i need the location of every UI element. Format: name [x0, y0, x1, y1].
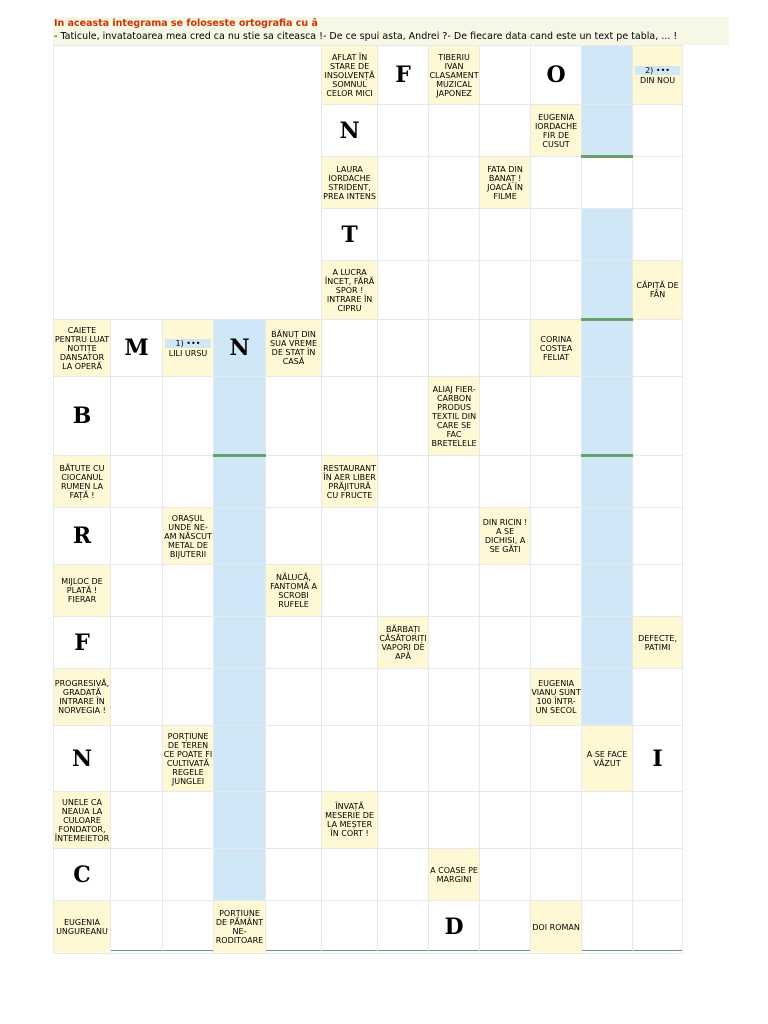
answer-cell[interactable] — [531, 261, 582, 320]
answer-cell[interactable] — [633, 849, 683, 901]
answer-cell[interactable] — [322, 508, 378, 565]
clue-cell: RESTAURANT ÎN AER LIBER PRĂJITURĂ CU FRUCTE — [322, 456, 378, 508]
clue-cell: DOI ROMAN — [531, 901, 582, 954]
answer-cell[interactable] — [163, 377, 214, 456]
clue-number: 2) ••• — [635, 66, 680, 75]
clue-cell: ÎNVAȚĂ MESERIE DE LA MEȘTER ÎN CORT ! — [322, 792, 378, 849]
answer-cell[interactable] — [378, 209, 429, 261]
answer-cell[interactable] — [633, 320, 683, 377]
answer-cell[interactable] — [429, 617, 480, 669]
answer-cell[interactable] — [480, 726, 531, 792]
answer-cell[interactable] — [163, 669, 214, 726]
clue-cell: BĂTUTE CU CIOCANUL RUMEN LA FAȚĂ ! — [54, 456, 111, 508]
answer-cell[interactable] — [480, 565, 531, 617]
answer-cell[interactable] — [582, 849, 633, 901]
clue-cell: DEFECTE, PATIMI — [633, 617, 683, 669]
answer-cell[interactable] — [322, 565, 378, 617]
answer-cell[interactable] — [266, 792, 322, 849]
solution-cell[interactable] — [582, 456, 633, 508]
solution-cell[interactable] — [582, 617, 633, 669]
answer-cell[interactable] — [633, 105, 683, 157]
answer-cell[interactable] — [163, 792, 214, 849]
answer-cell[interactable] — [531, 617, 582, 669]
answer-cell[interactable] — [429, 320, 480, 377]
answer-cell[interactable] — [163, 565, 214, 617]
solution-cell[interactable] — [582, 320, 633, 377]
letter-cell: N — [322, 105, 378, 157]
solution-cell[interactable] — [214, 377, 266, 456]
answer-cell[interactable] — [531, 209, 582, 261]
answer-cell[interactable] — [378, 669, 429, 726]
clue-cell: A SE FACE VĂZUT — [582, 726, 633, 792]
solution-cell[interactable] — [582, 669, 633, 726]
clue-cell: DIN RICIN ! A SE DICHISI, A SE GĂTI — [480, 508, 531, 565]
answer-cell[interactable] — [111, 726, 163, 792]
answer-cell[interactable] — [266, 377, 322, 456]
answer-cell[interactable] — [429, 157, 480, 209]
answer-cell[interactable] — [480, 377, 531, 456]
answer-cell[interactable] — [378, 157, 429, 209]
letter-cell: I — [633, 726, 683, 792]
answer-cell[interactable] — [531, 508, 582, 565]
clue-text: LILI URSU — [168, 348, 208, 358]
answer-cell[interactable] — [322, 901, 378, 954]
answer-cell[interactable] — [480, 617, 531, 669]
blank-area — [54, 46, 322, 320]
answer-cell[interactable] — [582, 901, 633, 954]
clue-cell: FATA DIN BANAȚ ! JOACĂ ÎN FILME — [480, 157, 531, 209]
clue-number: 1) ••• — [165, 339, 211, 348]
answer-cell[interactable] — [322, 726, 378, 792]
answer-cell[interactable] — [429, 209, 480, 261]
answer-cell[interactable] — [378, 105, 429, 157]
clue-cell: PORȚIUNE DE TEREN CE POATE FI CULTIVATĂ REGELE JUNGLEI — [163, 726, 214, 792]
clue-cell: CĂPIȚĂ DE FÂN — [633, 261, 683, 320]
clue-cell: A LUCRA ÎNCET, FĂRĂ SPOR ! INTRARE ÎN CIPRU — [322, 261, 378, 320]
solution-cell[interactable] — [214, 508, 266, 565]
answer-cell[interactable] — [582, 157, 633, 209]
clue-cell: UNELE CA NEAUA LA CULOARE FONDATOR, ÎNTEMEIETOR — [54, 792, 111, 849]
letter-cell: B — [54, 377, 111, 456]
answer-cell[interactable] — [266, 849, 322, 901]
answer-cell[interactable] — [480, 105, 531, 157]
clue-cell: EUGENIA UNGUREANU — [54, 901, 111, 954]
letter-cell: R — [54, 508, 111, 565]
clue-cell — [633, 46, 683, 105]
letter-cell: N — [214, 320, 266, 377]
answer-cell[interactable] — [111, 456, 163, 508]
letter-cell: F — [54, 617, 111, 669]
solution-cell[interactable] — [214, 792, 266, 849]
answer-cell[interactable] — [266, 456, 322, 508]
answer-cell[interactable] — [322, 669, 378, 726]
clue-text: DIN NOU — [639, 75, 676, 85]
answer-cell[interactable] — [111, 792, 163, 849]
clue-cell: A COASE PE MARGINI — [429, 849, 480, 901]
answer-cell[interactable] — [531, 377, 582, 456]
answer-cell[interactable] — [531, 849, 582, 901]
answer-cell[interactable] — [111, 377, 163, 456]
solution-cell[interactable] — [214, 565, 266, 617]
solution-cell[interactable] — [582, 46, 633, 105]
letter-cell: F — [378, 46, 429, 105]
solution-cell[interactable] — [582, 377, 633, 456]
clue-cell: CAIETE PENTRU LUAT NOTIȚE DANSATOR LA OPERĂ — [54, 320, 111, 377]
answer-cell[interactable] — [429, 456, 480, 508]
answer-cell[interactable] — [378, 377, 429, 456]
clue-cell: NĂLUCĂ, FANTOMĂ A SCROBI RUFELE — [266, 565, 322, 617]
answer-cell[interactable] — [480, 261, 531, 320]
answer-cell[interactable] — [633, 792, 683, 849]
solution-cell[interactable] — [582, 209, 633, 261]
answer-cell[interactable] — [633, 901, 683, 954]
answer-cell[interactable] — [378, 726, 429, 792]
clue-cell: MIJLOC DE PLATĂ ! FIERAR — [54, 565, 111, 617]
answer-cell[interactable] — [633, 669, 683, 726]
answer-cell[interactable] — [480, 849, 531, 901]
answer-cell[interactable] — [480, 792, 531, 849]
answer-cell[interactable] — [322, 320, 378, 377]
answer-cell[interactable] — [531, 792, 582, 849]
answer-cell[interactable] — [163, 849, 214, 901]
solution-cell[interactable] — [582, 261, 633, 320]
answer-cell[interactable] — [322, 617, 378, 669]
answer-cell[interactable] — [163, 901, 214, 954]
answer-cell[interactable] — [266, 508, 322, 565]
answer-cell[interactable] — [378, 456, 429, 508]
answer-cell[interactable] — [429, 508, 480, 565]
answer-cell[interactable] — [378, 320, 429, 377]
answer-cell[interactable] — [111, 508, 163, 565]
clue-cell: ALIAJ FIER-CARBON PRODUS TEXTIL DIN CARE SE FAC BRETELELE — [429, 377, 480, 456]
solution-cell[interactable] — [214, 726, 266, 792]
letter-cell: T — [322, 209, 378, 261]
crossword-grid — [53, 45, 683, 951]
answer-cell[interactable] — [266, 669, 322, 726]
answer-cell[interactable] — [378, 792, 429, 849]
answer-cell[interactable] — [378, 508, 429, 565]
solution-cell[interactable] — [582, 508, 633, 565]
solution-cell[interactable] — [582, 105, 633, 157]
answer-cell[interactable] — [531, 157, 582, 209]
letter-cell: O — [531, 46, 582, 105]
answer-cell[interactable] — [378, 261, 429, 320]
letter-cell: D — [429, 901, 480, 954]
answer-cell[interactable] — [480, 669, 531, 726]
answer-cell[interactable] — [531, 565, 582, 617]
answer-cell[interactable] — [531, 456, 582, 508]
clue-cell: CORINA COSTEA FELIAT — [531, 320, 582, 377]
answer-cell[interactable] — [480, 320, 531, 377]
clue-cell: EUGENIA IORDACHE FIR DE CUSUT — [531, 105, 582, 157]
answer-cell[interactable] — [429, 792, 480, 849]
solution-cell[interactable] — [214, 669, 266, 726]
letter-cell: N — [54, 726, 111, 792]
answer-cell[interactable] — [429, 565, 480, 617]
puzzle-header — [53, 17, 729, 45]
answer-cell[interactable] — [429, 261, 480, 320]
answer-cell[interactable] — [322, 377, 378, 456]
answer-cell[interactable] — [111, 901, 163, 954]
answer-cell[interactable] — [266, 617, 322, 669]
answer-cell[interactable] — [633, 565, 683, 617]
answer-cell[interactable] — [266, 726, 322, 792]
answer-cell[interactable] — [480, 46, 531, 105]
letter-cell: C — [54, 849, 111, 901]
orthography-note: In aceasta integrama se foloseste ortografia cu â — [54, 18, 318, 29]
answer-cell[interactable] — [111, 849, 163, 901]
answer-cell[interactable] — [633, 456, 683, 508]
answer-cell[interactable] — [531, 726, 582, 792]
answer-cell[interactable] — [266, 901, 322, 954]
answer-cell[interactable] — [633, 508, 683, 565]
answer-cell[interactable] — [480, 456, 531, 508]
answer-cell[interactable] — [111, 669, 163, 726]
solution-cell[interactable] — [582, 565, 633, 617]
answer-cell[interactable] — [633, 377, 683, 456]
solution-cell[interactable] — [214, 849, 266, 901]
answer-cell[interactable] — [582, 792, 633, 849]
clue-cell: PROGRESIVĂ, GRADATĂ INTRARE ÎN NORVEGIA ! — [54, 669, 111, 726]
answer-cell[interactable] — [163, 456, 214, 508]
clue-cell: AFLAT ÎN STARE DE INSOLVENȚĂ SOMNUL CELOR MICI — [322, 46, 378, 105]
answer-cell[interactable] — [378, 565, 429, 617]
solution-cell[interactable] — [214, 456, 266, 508]
clue-cell: BĂNUȚ DIN SUA VREME DE STAT ÎN CASĂ — [266, 320, 322, 377]
answer-cell[interactable] — [378, 849, 429, 901]
answer-cell[interactable] — [480, 901, 531, 954]
clue-cell — [163, 320, 214, 377]
clue-cell: BĂRBAȚI CĂSĂTORIȚI VAPORI DE APĂ — [378, 617, 429, 669]
clue-cell: PORȚIUNE DE PĂMÂNT NE-RODITOARE — [214, 901, 266, 954]
answer-cell[interactable] — [633, 209, 683, 261]
answer-cell[interactable] — [480, 209, 531, 261]
clue-cell: LAURA IORDACHE STRIDENT, PREA INTENS — [322, 157, 378, 209]
answer-cell[interactable] — [429, 726, 480, 792]
joke-text: - Taticule, invatatoarea mea cred ca nu stie sa citeasca !- De ce spui asta, Andrei ?- De fiecare data cand este un text pe tabla, ... ! — [54, 31, 678, 42]
clue-cell: EUGENIA VIANU SUNT 100 ÎNTR-UN SECOL — [531, 669, 582, 726]
clue-cell: TIBERIU IVAN CLASAMENT MUZICAL JAPONEZ — [429, 46, 480, 105]
answer-cell[interactable] — [163, 617, 214, 669]
solution-cell[interactable] — [214, 617, 266, 669]
answer-cell[interactable] — [429, 105, 480, 157]
clue-cell: ORAȘUL UNDE NE-AM NĂSCUT METAL DE BIJUTERII — [163, 508, 214, 565]
answer-cell[interactable] — [633, 157, 683, 209]
letter-cell: M — [111, 320, 163, 377]
answer-cell[interactable] — [429, 669, 480, 726]
answer-cell[interactable] — [111, 565, 163, 617]
answer-cell[interactable] — [111, 617, 163, 669]
answer-cell[interactable] — [378, 901, 429, 954]
answer-cell[interactable] — [322, 849, 378, 901]
